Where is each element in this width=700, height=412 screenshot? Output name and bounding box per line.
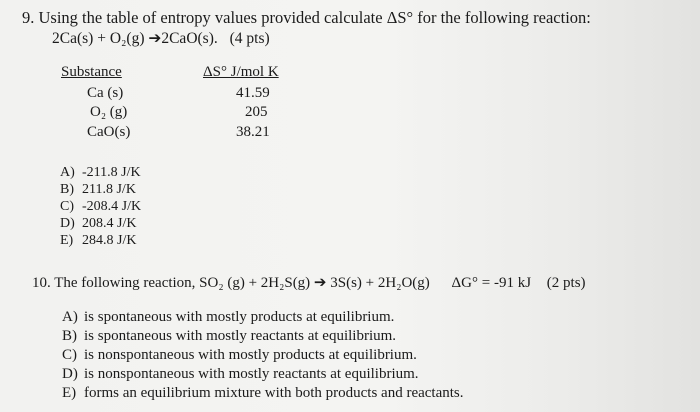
bleed-through-text bbox=[657, 12, 660, 24]
choice-e[interactable]: E) 284.8 J/K bbox=[60, 233, 137, 248]
table-row-value: 38.21 bbox=[236, 124, 270, 140]
points-label: (2 pts) bbox=[546, 275, 586, 291]
choice-a[interactable]: A) -211.8 J/K bbox=[60, 165, 141, 180]
substance-header: Substance bbox=[61, 64, 122, 80]
question-10-prompt bbox=[32, 273, 586, 292]
table-row-substance: Ca (s) bbox=[87, 85, 124, 101]
choice-c[interactable]: C) -208.4 J/K bbox=[60, 199, 142, 214]
reaction-equation: 2Ca(s) + O₂(g) ➔2CaO(s). bbox=[52, 30, 218, 47]
table-row-value: 205 bbox=[245, 104, 268, 120]
entropy-header: ΔS° J/mol K bbox=[203, 64, 279, 80]
choice-b[interactable]: B) 211.8 J/K bbox=[60, 182, 136, 197]
question-9-prompt: 9. Using the table of entropy values provided calculate ΔS° for the following reaction: bbox=[22, 8, 591, 27]
choice-b[interactable]: B) is spontaneous with mostly reactants at equilibrium. bbox=[62, 328, 397, 344]
table-row-substance: O₂ (g) bbox=[90, 104, 128, 120]
choice-d[interactable]: D) is nonspontaneous with mostly reactants at equilibrium. bbox=[62, 366, 419, 382]
choice-a[interactable]: A) is spontaneous with mostly products at equilibrium. bbox=[62, 309, 395, 325]
delta-g-value: ΔG° = -91 kJ bbox=[451, 275, 532, 291]
choice-d[interactable]: D) 208.4 J/K bbox=[60, 216, 137, 231]
choice-c[interactable]: C) is nonspontaneous with mostly products at equilibrium. bbox=[62, 347, 417, 363]
question-9-reaction bbox=[52, 29, 270, 48]
points-label: (4 pts) bbox=[229, 30, 270, 47]
choice-e[interactable]: E) forms an equilibrium mixture with both products and reactants. bbox=[62, 385, 464, 401]
question-10-reaction: 10. The following reaction, SO₂ (g) + 2H₂S(g) ➔ 3S(s) + 2H₂O(g) bbox=[32, 275, 430, 291]
table-row-substance: CaO(s) bbox=[87, 124, 131, 140]
table-row-value: 41.59 bbox=[236, 85, 270, 101]
